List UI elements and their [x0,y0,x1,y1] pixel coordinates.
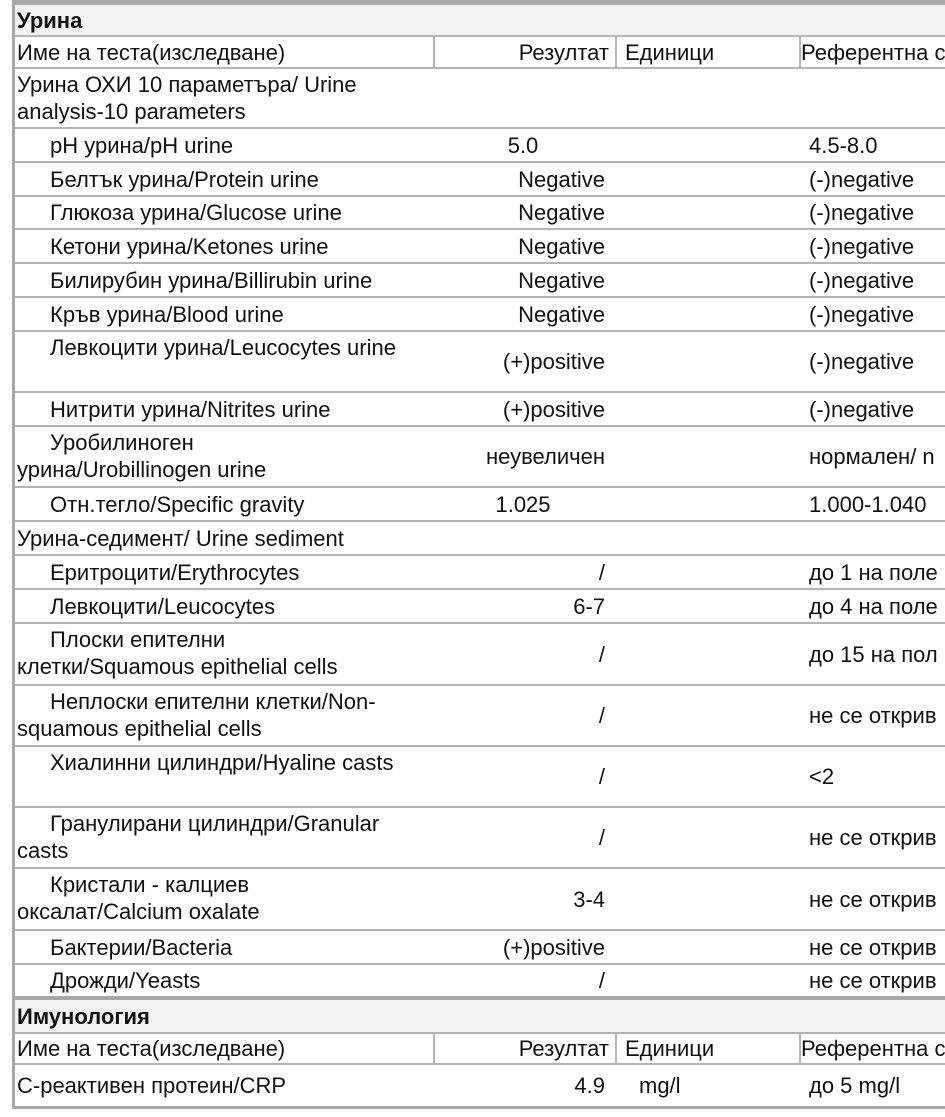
test-reference: (-)negative [809,166,915,192]
test-units [621,264,801,296]
test-units [621,129,801,161]
table-row [15,965,945,1000]
test-name: Еритроцити/Erythrocytes [50,559,300,585]
test-name: Уробилиноген урина/Urobillinogen urine [17,430,267,482]
table-header-urine [15,37,945,69]
test-name: Левкоцити/Leucocytes [50,593,276,619]
test-reference: (-)negative [809,200,915,225]
table-row [15,931,945,965]
group-label: Урина ОХИ 10 параметъра/ Urine analysis-10 parameters [17,72,357,124]
table-row [15,427,945,488]
test-reference: до 1 на поле [809,559,938,585]
test-reference: не се открив [809,934,937,960]
test-units [621,869,801,929]
table-row [15,129,945,163]
test-name: Дрожди/Yeasts [50,968,201,993]
test-reference: до 15 на пол [809,641,938,667]
test-units [621,747,801,806]
test-units [621,965,801,996]
test-units [621,624,801,684]
header-result: Резултат [435,37,617,67]
test-reference: (-)negative [809,396,915,422]
test-result: / [598,641,605,667]
test-units [621,590,801,622]
table-row [15,686,945,747]
test-units [621,230,801,262]
test-result: / [598,968,605,993]
test-name: Неплоски епителни клетки/Non-squamous epithelial cells [17,689,376,741]
test-result: 1.025 [495,491,551,517]
header-units: Единици [617,37,801,67]
test-units [621,298,801,330]
table-row [15,230,945,264]
test-name: Нитрити урина/Nitrites urine [50,396,331,422]
table-header-immunology [15,1034,945,1065]
table-row [15,624,945,686]
test-result: неувеличен [485,444,605,469]
table-row [15,488,945,522]
table-row [15,264,945,298]
test-name: Глюкоза урина/Glucose urine [50,200,342,225]
header-units: Единици [617,1034,801,1063]
test-reference: до 5 mg/l [809,1073,901,1098]
test-result: Negative [518,267,605,293]
test-name: Левкоцити урина/Leucocytes urine [50,335,396,360]
test-name: С-реактивен протеин/CRP [17,1073,287,1098]
test-result: Negative [518,200,605,225]
test-reference: не се открив [809,968,937,993]
test-result: / [598,559,605,585]
test-name: Отн.тегло/Specific gravity [50,491,305,517]
section-title-urine [15,5,945,37]
test-units [621,197,801,228]
test-reference: (-)negative [809,349,915,374]
table-row [15,393,945,427]
test-name: Гранулирани цилиндри/Granular casts [17,811,380,863]
test-reference: <2 [809,764,835,789]
test-reference: (-)negative [809,301,915,327]
test-units [621,808,801,867]
section-title: Имунология [17,1003,150,1029]
group-urine-sediment [15,522,945,556]
test-units [621,686,801,745]
test-units [621,163,801,195]
test-result: (+)positive [502,934,605,960]
test-units [621,931,801,963]
test-units [621,556,801,588]
test-name: Билирубин урина/Billirubin urine [50,267,373,293]
test-result: Negative [518,301,605,327]
test-name: Бактерии/Bacteria [50,934,233,960]
header-reference: Референтна с [801,1036,945,1061]
table-row [15,747,945,808]
test-name: Кристали - калциев оксалат/Calcium oxalate [17,872,260,924]
test-reference: не се открив [809,703,937,728]
test-units [621,393,801,425]
test-result: / [598,703,605,728]
table-row [15,332,945,393]
group-urine-analysis [15,69,945,129]
test-result: Negative [518,166,605,192]
test-reference: 1.000-1.040 [809,491,927,517]
table-row [15,556,945,590]
test-reference: (-)negative [809,233,915,259]
test-name: Кръв урина/Blood urine [50,301,284,327]
test-name: Кетони урина/Ketones urine [50,233,329,259]
test-result: 5.0 [507,132,539,158]
test-reference: до 4 на поле [809,593,938,619]
section-title: Урина [17,7,83,33]
test-result: (+)positive [502,349,605,374]
table-row [15,197,945,230]
test-reference: 4.5-8.0 [809,132,878,158]
section-title-immunology [15,1000,945,1034]
test-reference: нормален/ n [809,444,935,469]
test-result: 6-7 [573,593,605,619]
test-name: Плоски епителни клетки/Squamous epithelial cells [17,627,338,679]
test-units [621,332,801,391]
test-result: 4.9 [574,1073,605,1098]
test-result: / [598,825,605,850]
header-name: Име на теста(изследване) [15,37,435,67]
test-result: Negative [518,233,605,259]
table-row [15,590,945,624]
table-row [15,869,945,931]
test-units [621,427,801,486]
test-name: Хиалинни цилиндри/Hyaline casts [50,750,394,775]
test-result: (+)positive [502,396,605,422]
header-name: Име на теста(изследване) [15,1034,435,1063]
test-name: pH урина/pH urine [50,132,234,158]
table-row [15,808,945,869]
test-result: / [598,764,605,789]
test-result: 3-4 [573,886,605,912]
test-units: mg/l [639,1073,681,1098]
header-reference: Референтна с [801,39,945,65]
group-label: Урина-седимент/ Urine sediment [17,525,344,551]
table-row [15,163,945,197]
test-units [621,488,801,520]
test-reference: не се открив [809,886,937,912]
test-name: Белтък урина/Protein urine [50,166,319,192]
lab-results-table [12,0,945,1109]
test-reference: (-)negative [809,267,915,293]
table-row [15,1065,945,1106]
table-row [15,298,945,332]
test-reference: не се открив [809,825,937,850]
header-result: Резултат [435,1034,617,1063]
